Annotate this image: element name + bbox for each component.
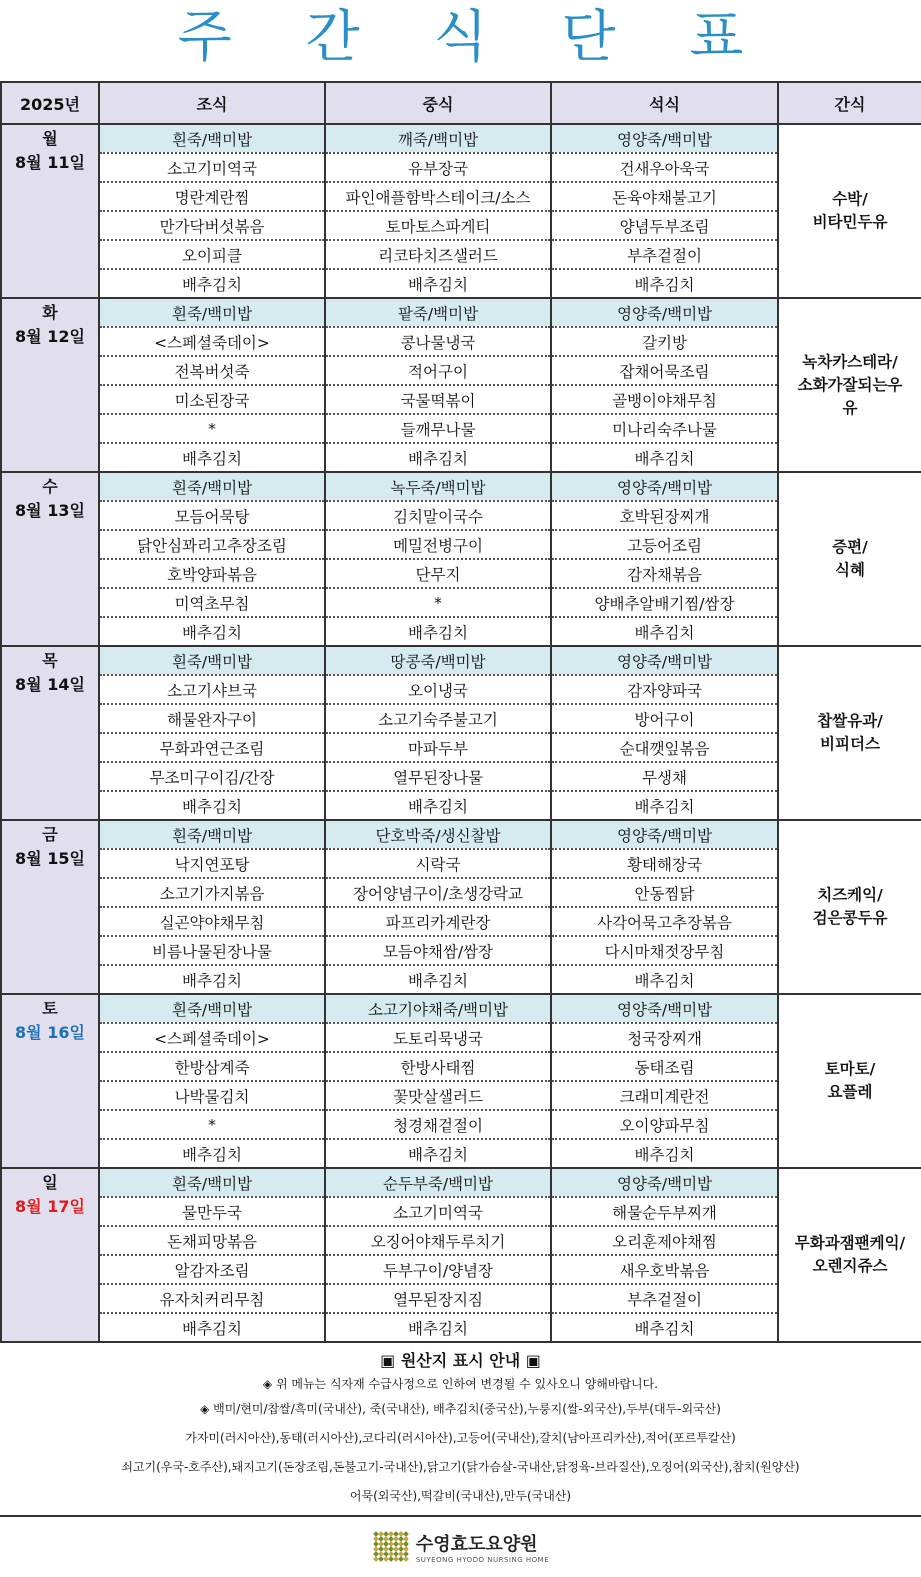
dinner-cell: 잡채어묵조림 [551, 356, 778, 385]
day-cell [1, 646, 99, 820]
dinner-cell: 오리훈제야채찜 [551, 1226, 778, 1255]
day-date: 8월 13일 [15, 501, 85, 520]
header-snack: 간식 [778, 82, 921, 124]
nursing-home-logo [0, 1517, 921, 1577]
snack-cell [778, 1168, 921, 1342]
breakfast-cell: 흰죽/백미밥 [99, 124, 325, 153]
dinner-cell: 동태조림 [551, 1052, 778, 1081]
breakfast-cell: 무조미구이김/간장 [99, 762, 325, 791]
snack-line: 식혜 [835, 561, 865, 579]
lunch-cell: 두부구이/양념장 [325, 1255, 551, 1284]
dinner-cell: 순대깻잎볶음 [551, 733, 778, 762]
dinner-cell: 무생채 [551, 762, 778, 791]
breakfast-cell: 물만두국 [99, 1197, 325, 1226]
lunch-cell: * [325, 588, 551, 617]
breakfast-cell: 흰죽/백미밥 [99, 1168, 325, 1197]
dinner-cell: 부추겉절이 [551, 1284, 778, 1313]
dinner-cell: 배추김치 [551, 1313, 778, 1342]
lunch-cell: 파프리카계란장 [325, 907, 551, 936]
lunch-cell: 시락국 [325, 849, 551, 878]
origin-title: ▣ 원산지 표시 안내 ▣ [380, 1351, 541, 1370]
lunch-cell: 팥죽/백미밥 [325, 298, 551, 327]
lunch-cell: 토마토스파게티 [325, 211, 551, 240]
dinner-cell: 영양죽/백미밥 [551, 820, 778, 849]
day-cell [1, 298, 99, 472]
snack-line: 녹차카스테라/ [802, 352, 898, 371]
lunch-cell: 소고기숙주불고기 [325, 704, 551, 733]
lunch-cell: 배추김치 [325, 791, 551, 820]
snack-cell [778, 646, 921, 820]
lunch-cell: 들깨무나물 [325, 414, 551, 443]
lunch-cell: 콩나물냉국 [325, 327, 551, 356]
lunch-cell: 적어구이 [325, 356, 551, 385]
snack-cell [778, 472, 921, 646]
lunch-cell: 녹두죽/백미밥 [325, 472, 551, 501]
snack-cell [778, 820, 921, 994]
lunch-cell: 배추김치 [325, 443, 551, 472]
dinner-cell: 건새우아욱국 [551, 153, 778, 182]
lunch-cell: 단무지 [325, 559, 551, 588]
snack-line: 무화과잼팬케익/ [794, 1234, 906, 1252]
snack-cell [778, 994, 921, 1168]
breakfast-cell: 실곤약야채무침 [99, 907, 325, 936]
breakfast-cell: 알감자조림 [99, 1255, 325, 1284]
day-of-week: 화 [42, 303, 58, 322]
lunch-cell: 메밀전병구이 [325, 530, 551, 559]
tree-logo-icon [372, 1530, 410, 1564]
breakfast-cell: 비름나물된장나물 [99, 936, 325, 965]
lunch-cell: 오이냉국 [325, 675, 551, 704]
dinner-cell: 사각어묵고추장볶음 [551, 907, 778, 936]
breakfast-cell: 소고기샤브국 [99, 675, 325, 704]
dinner-cell: 양념두부조림 [551, 211, 778, 240]
snack-line: 요플레 [827, 1083, 873, 1101]
table-row [1, 298, 921, 327]
breakfast-cell: * [99, 1110, 325, 1139]
dinner-cell: 감자양파국 [551, 675, 778, 704]
snack-line: 오렌지쥬스 [812, 1257, 888, 1275]
day-cell [1, 1168, 99, 1342]
breakfast-cell: 흰죽/백미밥 [99, 298, 325, 327]
table-row [1, 646, 921, 675]
snack-cell [778, 124, 921, 298]
dinner-cell: 새우호박볶음 [551, 1255, 778, 1284]
breakfast-cell: 배추김치 [99, 965, 325, 994]
dinner-cell: 배추김치 [551, 791, 778, 820]
breakfast-cell: 명란계란찜 [99, 182, 325, 211]
origin-notice: ◈ 위 메뉴는 식자재 수급사정으로 인하여 변경될 수 있사오니 양해바랍니다. [262, 1377, 659, 1391]
dinner-cell: 배추김치 [551, 1139, 778, 1168]
lunch-cell: 김치말이국수 [325, 501, 551, 530]
day-date: 8월 15일 [15, 849, 85, 868]
logo-name: 수영효도요양원 [415, 1534, 538, 1555]
dinner-cell: 오이양파무침 [551, 1110, 778, 1139]
lunch-cell: 순두부죽/백미밥 [325, 1168, 551, 1197]
dinner-cell: 영양죽/백미밥 [551, 124, 778, 153]
origin-line: 어묵(외국산),떡갈비(국내산),만두(국내산) [349, 1489, 572, 1503]
breakfast-cell: 무화과연근조림 [99, 733, 325, 762]
header-dinner: 석식 [551, 82, 778, 124]
breakfast-cell: 모듬어묵탕 [99, 501, 325, 530]
lunch-cell: 오징어야채두루치기 [325, 1226, 551, 1255]
dinner-cell: 다시마채젓장무침 [551, 936, 778, 965]
breakfast-cell: 배추김치 [99, 443, 325, 472]
breakfast-cell: <스페셜죽데이> [99, 327, 325, 356]
snack-line: 찹쌀유과/ [817, 712, 883, 730]
day-of-week: 목 [42, 651, 58, 670]
lunch-cell: 배추김치 [325, 269, 551, 298]
dinner-cell: 호박된장찌개 [551, 501, 778, 530]
snack-line: 증편/ [832, 538, 868, 556]
weekly-menu-table [0, 81, 921, 1343]
lunch-cell: 청경채겉절이 [325, 1110, 551, 1139]
lunch-cell: 모듬야채쌈/쌈장 [325, 936, 551, 965]
dinner-cell: 양배추알배기찜/쌈장 [551, 588, 778, 617]
dinner-cell: 배추김치 [551, 617, 778, 646]
breakfast-cell: 미소된장국 [99, 385, 325, 414]
dinner-cell: 고등어조림 [551, 530, 778, 559]
logo-subtitle: SUYEONG HYODO NURSING HOME [415, 1556, 550, 1564]
breakfast-cell: 닭안심꽈리고추장조림 [99, 530, 325, 559]
dinner-cell: 영양죽/백미밥 [551, 298, 778, 327]
breakfast-cell: 배추김치 [99, 1139, 325, 1168]
lunch-cell: 유부장국 [325, 153, 551, 182]
day-cell [1, 124, 99, 298]
breakfast-cell: 흰죽/백미밥 [99, 994, 325, 1023]
breakfast-cell: 한방삼계죽 [99, 1052, 325, 1081]
dinner-cell: 부추겉절이 [551, 240, 778, 269]
breakfast-cell: 돈채피망볶음 [99, 1226, 325, 1255]
breakfast-cell: 흰죽/백미밥 [99, 472, 325, 501]
lunch-cell: 소고기미역국 [325, 1197, 551, 1226]
day-of-week: 월 [42, 129, 58, 148]
breakfast-cell: 소고기가지볶음 [99, 878, 325, 907]
header-lunch: 중식 [325, 82, 551, 124]
lunch-cell: 꽃맛살샐러드 [325, 1081, 551, 1110]
dinner-cell: 크래미계란전 [551, 1081, 778, 1110]
dinner-cell: 골뱅이야채무침 [551, 385, 778, 414]
dinner-cell: 갈키방 [551, 327, 778, 356]
lunch-cell: 도토리묵냉국 [325, 1023, 551, 1052]
breakfast-cell: 미역초무침 [99, 588, 325, 617]
table-header-row [1, 82, 921, 124]
day-cell [1, 472, 99, 646]
lunch-cell: 열무된장지짐 [325, 1284, 551, 1313]
dinner-cell: 영양죽/백미밥 [551, 646, 778, 675]
snack-line: 토마토/ [824, 1060, 876, 1078]
snack-line: 치즈케익/ [817, 886, 883, 904]
breakfast-cell: 낙지연포탕 [99, 849, 325, 878]
menu-body [1, 124, 921, 1342]
lunch-cell: 단호박죽/생신찰밥 [325, 820, 551, 849]
dinner-cell: 돈육야채불고기 [551, 182, 778, 211]
dinner-cell: 방어구이 [551, 704, 778, 733]
snack-line: 검은콩두유 [812, 909, 888, 927]
table-row [1, 472, 921, 501]
origin-line: 쇠고기(우국-호주산),돼지고기(돈장조림,돈불고기-국내산),닭고기(닭가슴살-국내산,닭정육-브라질산),오징어(외국산),참치(원양산) [121, 1460, 800, 1474]
lunch-cell: 배추김치 [325, 965, 551, 994]
dinner-cell: 배추김치 [551, 443, 778, 472]
day-cell [1, 994, 99, 1168]
dinner-cell: 황태해장국 [551, 849, 778, 878]
lunch-cell: 소고기야채죽/백미밥 [325, 994, 551, 1023]
day-date: 8월 14일 [15, 675, 85, 694]
snack-line: 유 [842, 398, 858, 417]
lunch-cell: 깨죽/백미밥 [325, 124, 551, 153]
header-year: 2025년 [1, 82, 99, 124]
lunch-cell: 배추김치 [325, 1313, 551, 1342]
dinner-cell: 영양죽/백미밥 [551, 472, 778, 501]
lunch-cell: 파인애플함박스테이크/소스 [325, 182, 551, 211]
snack-line: 수박/ [832, 190, 868, 208]
day-date: 8월 17일 [15, 1197, 85, 1216]
lunch-cell: 땅콩죽/백미밥 [325, 646, 551, 675]
day-of-week: 토 [42, 999, 58, 1018]
lunch-cell: 배추김치 [325, 617, 551, 646]
breakfast-cell: 나박물김치 [99, 1081, 325, 1110]
lunch-cell: 리코타치즈샐러드 [325, 240, 551, 269]
dinner-cell: 청국장찌개 [551, 1023, 778, 1052]
lunch-cell: 마파두부 [325, 733, 551, 762]
dinner-cell: 영양죽/백미밥 [551, 1168, 778, 1197]
table-row [1, 124, 921, 153]
day-cell [1, 820, 99, 994]
breakfast-cell: * [99, 414, 325, 443]
breakfast-cell: 오이피클 [99, 240, 325, 269]
breakfast-cell: 배추김치 [99, 791, 325, 820]
lunch-cell: 열무된장나물 [325, 762, 551, 791]
dinner-cell: 해물순두부찌개 [551, 1197, 778, 1226]
snack-line: 비피더스 [820, 735, 880, 753]
day-of-week: 수 [42, 477, 58, 496]
breakfast-cell: 배추김치 [99, 269, 325, 298]
dinner-cell: 배추김치 [551, 965, 778, 994]
breakfast-cell: 배추김치 [99, 1313, 325, 1342]
breakfast-cell: 소고기미역국 [99, 153, 325, 182]
day-date: 8월 12일 [15, 327, 85, 346]
breakfast-cell: 만가닥버섯볶음 [99, 211, 325, 240]
lunch-cell: 한방사태찜 [325, 1052, 551, 1081]
day-of-week: 일 [42, 1173, 58, 1192]
breakfast-cell: 배추김치 [99, 617, 325, 646]
snack-cell [778, 298, 921, 472]
dinner-cell: 안동찜닭 [551, 878, 778, 907]
breakfast-cell: 유자치커리무침 [99, 1284, 325, 1313]
day-date: 8월 11일 [15, 153, 85, 172]
dinner-cell: 배추김치 [551, 269, 778, 298]
origin-line: ◈ 백미/현미/찹쌀/흑미(국내산), 죽(국내산), 배추김치(중국산),누룽지(쌀-외국산),두부(대두-외국산) [200, 1402, 721, 1416]
day-date: 8월 16일 [15, 1023, 85, 1042]
breakfast-cell: 전복버섯죽 [99, 356, 325, 385]
table-row [1, 994, 921, 1023]
day-of-week: 금 [42, 825, 58, 844]
snack-line: 비타민두유 [812, 213, 888, 231]
lunch-cell: 국물떡볶이 [325, 385, 551, 414]
header-breakfast: 조식 [99, 82, 325, 124]
dinner-cell: 영양죽/백미밥 [551, 994, 778, 1023]
lunch-cell: 배추김치 [325, 1139, 551, 1168]
table-row [1, 1168, 921, 1197]
dinner-cell: 감자채볶음 [551, 559, 778, 588]
breakfast-cell: 호박양파볶음 [99, 559, 325, 588]
breakfast-cell: 흰죽/백미밥 [99, 646, 325, 675]
snack-line: 소화가잘되는우 [797, 375, 903, 394]
origin-line: 가자미(러시아산),동태(러시아산),코다리(러시아산),고등어(국내산),갈치(남아프리카산),적어(포르투칼산) [185, 1431, 736, 1445]
page-title: 주 간 식 단 표 [177, 5, 772, 70]
table-row [1, 820, 921, 849]
breakfast-cell: 해물완자구이 [99, 704, 325, 733]
breakfast-cell: <스페셜죽데이> [99, 1023, 325, 1052]
dinner-cell: 미나리숙주나물 [551, 414, 778, 443]
lunch-cell: 장어양념구이/초생강락교 [325, 878, 551, 907]
breakfast-cell: 흰죽/백미밥 [99, 820, 325, 849]
